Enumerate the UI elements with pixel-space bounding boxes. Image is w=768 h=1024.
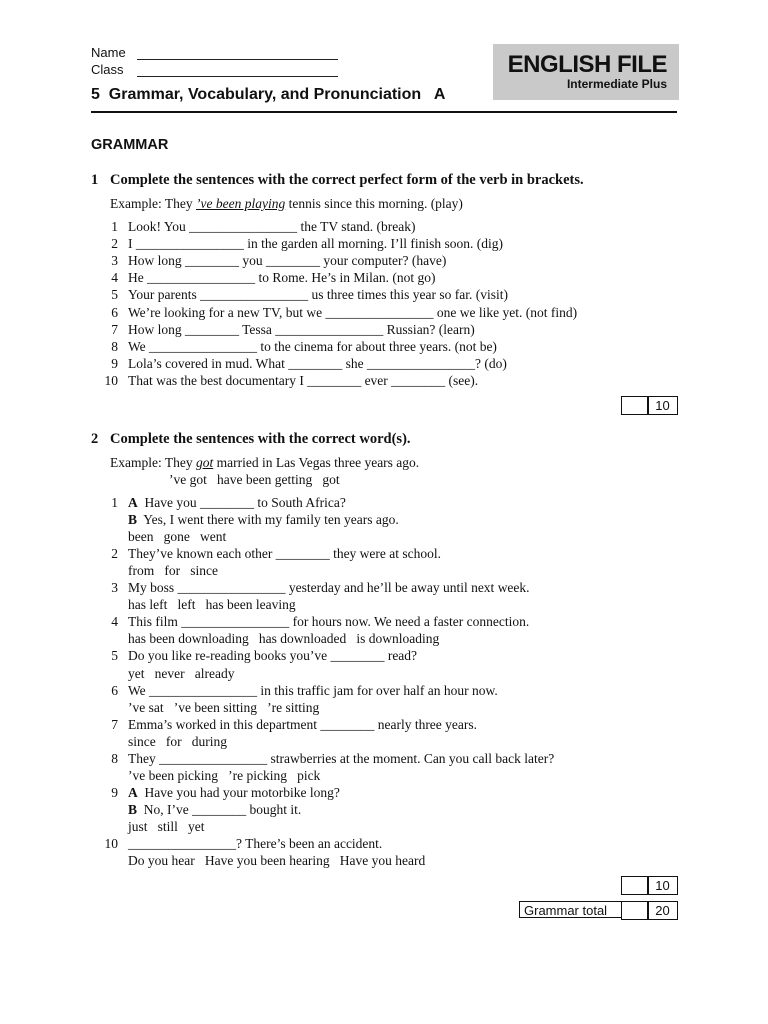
english-file-logo — [493, 44, 679, 100]
question-number: 4 — [111, 614, 118, 630]
exercise1-score-max: 10 — [647, 396, 678, 415]
question-text — [128, 494, 346, 511]
class-field[interactable] — [137, 76, 338, 77]
line-text: has left left has been leaving — [128, 597, 296, 613]
exercise1-number: 1 — [91, 172, 99, 188]
exercise2-heading — [91, 431, 411, 448]
exercise2-number: 2 — [91, 431, 99, 447]
line-text: has been downloading has downloaded is downloading — [128, 631, 440, 647]
exercise2-instruction: Complete the sentences with the correct word(s). — [110, 431, 411, 447]
question-text: How long ________ you ________ your computer? (have) — [128, 253, 447, 269]
question-text: How long ________ Tessa ________________ Russian? (learn) — [128, 321, 475, 337]
speaker-label: B — [128, 801, 138, 817]
line-text: yet never already — [128, 665, 235, 681]
question-text: Lola’s covered in mud. What ________ she ________________? (do) — [128, 355, 507, 371]
question-text: I ________________ in the garden all morning. I’ll finish soon. (dig) — [128, 236, 503, 252]
question-number: 9 — [111, 784, 118, 800]
question-number: 3 — [111, 580, 118, 596]
question-number: 10 — [104, 372, 118, 388]
question-number: 10 — [104, 836, 118, 851]
line-text: Have you had your motorbike long? — [144, 784, 340, 800]
line-text: Do you hear Have you been hearing Have you heard — [128, 853, 426, 869]
question-number: 2 — [111, 236, 118, 252]
line-text: Yes, I went there with my family ten years ago. — [143, 512, 399, 528]
answer-options — [128, 818, 205, 835]
name-label: Name — [91, 45, 126, 60]
question-text: Your parents ________________ us three times this year so far. (visit) — [128, 287, 508, 303]
dialogue-line — [128, 801, 301, 818]
question-text — [128, 647, 417, 664]
answer-options — [128, 562, 218, 579]
logo-subtitle: Intermediate Plus — [566, 77, 667, 91]
grammar-total-max: 20 — [647, 901, 678, 920]
line-text: We ________________ in this traffic jam for over half an hour now. — [128, 682, 498, 698]
line-text: since for during — [128, 733, 227, 749]
line-text: No, I’ve ________ bought it. — [143, 801, 302, 817]
example-suffix: tennis since this morning. (play) — [285, 196, 463, 211]
answer-options — [128, 767, 320, 784]
answer-options — [128, 630, 439, 647]
exercise1-score-input[interactable] — [621, 396, 649, 415]
example-answer: got — [195, 455, 214, 470]
line-text: just still yet — [128, 818, 205, 834]
question-text — [128, 613, 529, 630]
question-text — [128, 750, 554, 767]
exercise2-score-input[interactable] — [621, 876, 649, 895]
question-number: 9 — [111, 355, 118, 371]
grammar-total-label: Grammar total — [519, 901, 622, 918]
line-text: They’ve known each other ________ they were at school. — [128, 546, 442, 562]
question-number: 6 — [111, 304, 118, 320]
question-text: We’re looking for a new TV, but we ________________ one we like yet. (not find) — [128, 304, 578, 320]
question-number: 2 — [111, 546, 118, 562]
answer-options — [128, 528, 226, 545]
question-text — [128, 545, 441, 562]
line-text: ________________? There’s been an accident. — [128, 836, 383, 851]
question-text: Look! You ________________ the TV stand. (break) — [128, 219, 416, 234]
question-number: 7 — [111, 716, 118, 732]
question-text — [128, 579, 530, 596]
question-number: 5 — [111, 648, 118, 664]
class-label: Class — [91, 62, 124, 77]
line-text: Do you like re-reading books you’ve ________ read? — [128, 648, 418, 664]
question-number: 3 — [111, 253, 118, 269]
question-text: We ________________ to the cinema for about three years. (not be) — [128, 338, 497, 354]
question-number: 8 — [111, 338, 118, 354]
answer-options — [128, 596, 296, 613]
answer-options — [128, 699, 319, 716]
exercise1-example — [110, 195, 463, 212]
speaker-label: A — [128, 784, 138, 800]
answer-options — [128, 852, 425, 869]
exercise1-heading — [91, 172, 584, 189]
question-text — [128, 682, 498, 699]
exercise2-example — [110, 454, 419, 471]
question-number: 1 — [111, 219, 118, 234]
question-number: 1 — [111, 495, 118, 510]
exercise1-instruction: Complete the sentences with the correct perfect form of the verb in brackets. — [110, 172, 584, 188]
example-prefix: Example: They — [110, 455, 196, 470]
speaker-label: A — [128, 495, 138, 510]
line-text: Have you ________ to South Africa? — [144, 495, 346, 510]
line-text: ’ve been picking ’re picking pick — [128, 767, 321, 783]
dialogue-line — [128, 511, 399, 528]
answer-options — [128, 733, 227, 750]
question-number: 7 — [111, 321, 118, 337]
question-number: 4 — [111, 270, 118, 286]
name-field[interactable] — [137, 59, 338, 60]
section-title: GRAMMAR — [91, 137, 169, 153]
speaker-label: B — [128, 512, 138, 528]
header-divider — [91, 111, 677, 113]
example-prefix: Example: They — [110, 196, 196, 211]
logo-title: ENGLISH FILE — [507, 51, 667, 78]
line-text: This film ________________ for hours now. We need a faster connection. — [128, 614, 530, 630]
question-number: 6 — [111, 682, 118, 698]
example-suffix: married in Las Vegas three years ago. — [213, 455, 420, 470]
line-text: been gone went — [128, 529, 227, 545]
exercise2-example-options: ’ve got have been getting got — [169, 472, 340, 487]
question-number: 5 — [111, 287, 118, 303]
question-number: 8 — [111, 750, 118, 766]
example-answer: ’ve been playing — [195, 196, 286, 211]
line-text: They ________________ strawberries at the moment. Can you call back later? — [128, 750, 555, 766]
line-text: from for since — [128, 563, 218, 579]
grammar-total-input[interactable] — [621, 901, 649, 920]
test-title: 5 Grammar, Vocabulary, and Pronunciation A — [91, 86, 446, 103]
question-text — [128, 784, 340, 801]
question-text: He ________________ to Rome. He’s in Milan. (not go) — [128, 270, 436, 286]
question-text — [128, 835, 382, 852]
line-text: My boss ________________ yesterday and he’ll be away until next week. — [128, 580, 530, 596]
exercise2-score-max: 10 — [647, 876, 678, 895]
line-text: Emma’s worked in this department ________ nearly three years. — [128, 716, 478, 732]
answer-options — [128, 665, 234, 682]
question-text: That was the best documentary I ________ ever ________ (see). — [128, 372, 479, 388]
line-text: ’ve sat ’ve been sitting ’re sitting — [128, 699, 320, 715]
question-text — [128, 716, 477, 733]
